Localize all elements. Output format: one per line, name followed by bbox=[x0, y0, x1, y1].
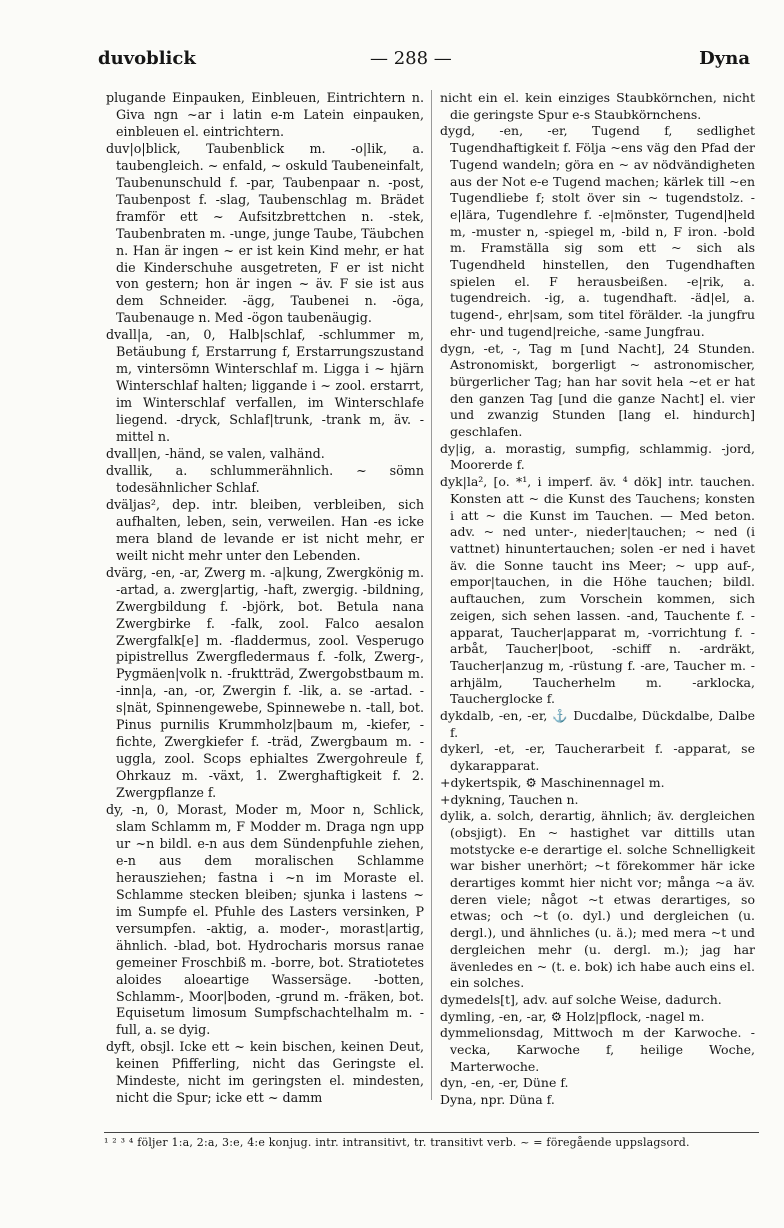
header-right-guideword: Dyna bbox=[699, 48, 750, 69]
footnote-legend: ¹ ² ³ ⁴ följer 1:a, 2:a, 3:e, 4:e konjug. intr. intransitivt, tr. transitivt verb. ~ = föregående uppslagsord. bbox=[104, 1132, 759, 1149]
dictionary-entry: dykerl, -et, -er, Taucherarbeit f. -apparat, se dykarapparat. bbox=[440, 741, 755, 774]
dictionary-entry: Dyna, npr. Düna f. bbox=[440, 1092, 555, 1108]
dictionary-entry: dyn, -en, -er, Düne f. bbox=[440, 1075, 569, 1091]
dictionary-entry: dygd, -en, -er, Tugend f, sedlighet Tugendhaftigkeit f. Följa ~ens väg den Pfad der Tugend wandeln; göra en ~ av nödvändigheten aus der Not e-e Tugend machen; kärlek till ~en Tugendliebe f; stolt över sin ~ tugendstolz. -e|lära, Tugendlehre f. -e|mönster, Tugend|held m, -muster n, -spiegel m, -bild n, F iron. -bold m. Framställa sig som ett ~ sich als Tugendheld hinstellen, den Tugendhaften spielen el. F herausbeißen. -e|rik, a. tugendreich. -ig, a. tugendhaft. -äd|el, a. tugend-, ehr|sam, som titel förälder. -la jungfru ehr- und tugend|reiche, -same Jungfrau. bbox=[440, 123, 755, 339]
dictionary-entry: dyk|la², [o. *¹, i imperf. äv. ⁴ dök] intr. tauchen. Konsten att ~ die Kunst des Tauchens; konsten i att ~ die Kunst im Tauchen. — Med beton. adv. ~ ned unter-, nieder|tauchen; ~ ned (i vattnet) hinuntertauchen; solen -er ned i havet äv. die Sonne taucht ins Meer; ~ upp auf-, empor|tauchen, in die Höhe tauchen; bildl. auftauchen, zum Vorschein kommen, sich zeigen, sich sehen lassen. -and, Tauchente f. -apparat, Taucher|apparat m, -vorrichtung f. -arbåt, Taucher|boot, -schiff n. -ardräkt, Taucher|anzug m, -rüstung f. -are, Taucher m. -arhjälm, Taucherhelm m. -arklocka, Taucherglocke f. bbox=[440, 474, 755, 707]
dictionary-entry: dy, -n, 0, Morast, Moder m, Moor n, Schlick, slam Schlamm m, F Modder m. Draga ngn upp ur ~n bildl. e-n aus dem Sündenpfuhle ziehen, e-n aus dem moralischen Schlamme herausziehen; fastna i ~n im Moraste el. Schlamme stecken bleiben; sjunka i lastens ~ im Sumpfe el. Pfuhle des Lasters versinken, P versumpfen. -aktig, a. moder-, morast|artig, ähnlich. -blad, bot. Hydrocharis morsus ranae gemeiner Froschbiß m. -borre, bot. Stratiotetes aloides aloeartige Wassersäge. -botten, Schlamm-, Moor|boden, -grund m. -fräken, bot. Equisetum limosum Sumpfschachtelhalm m. -full, a. se dyig. bbox=[106, 802, 424, 1038]
right-column bbox=[440, 90, 755, 1109]
dictionary-entry: dykdalb, -en, -er, ⚓ Ducdalbe, Dückdalbe, Dalbe f. bbox=[440, 708, 755, 740]
dictionary-entry: dyft, obsjl. Icke ett ~ kein bischen, keinen Deut, keinen Pfifferling, nicht das Geringste el. Mindeste, nicht im geringsten el. mindesten, nicht die Spur; icke ett ~ damm bbox=[106, 1039, 424, 1106]
dictionary-entry: dygn, -et, -, Tag m [und Nacht], 24 Stunden. Astronomiskt, borgerligt ~ astronomischer, bürgerlicher Tag; han har sovit hela ~et er hat den ganzen Tag [und die ganze Nacht] el. vier und zwanzig Stunden [lang el. hindurch] geschlafen. bbox=[440, 340, 755, 440]
dictionary-entry: +dykertspik, ⚙ Maschinennagel m. bbox=[440, 774, 665, 790]
dictionary-entry: dvall|a, -an, 0, Halb|schlaf, -schlummer m, Betäubung f, Erstarrung f, Erstarrungszustand m, vintersömn Winterschlaf m. Ligga i ~ hjärn Winterschlaf halten; liggande i ~ zool. erstarrt, im Winterschlaf verfallen, im Winterschlafe liegend. -dryck, Schlaf|trunk, -trank m, äv. -mittel n. bbox=[106, 327, 424, 445]
header-left-guideword: duvoblick bbox=[98, 48, 196, 69]
left-column bbox=[106, 90, 424, 1107]
dictionary-entry: dy|ig, a. morastig, sumpfig, schlammig. -jord, Moorerde f. bbox=[440, 440, 755, 473]
dictionary-entry: dylik, a. solch, derartig, ähnlich; äv. dergleichen (obsjigt). En ~ hastighet var dittills utan motstycke e-e derartige el. solche Schnelligkeit war bisher unerhört; ~t förekommer här icke derartiges kommt hier nicht vor; många ~a äv. deren viele; något ~t etwas derartiges, so etwas; och ~t (o. dyl.) und dergleichen (u. dergl.), und ähnliches (u. ä.); med mera ~t und dergleichen mehr (u. dergl. m.); jag har ävenledes en ~ (t. e. bok) ich habe auch eins el. ein solches. bbox=[440, 808, 755, 991]
dictionary-entry: dymling, -en, -ar, ⚙ Holz|pflock, -nagel m. bbox=[440, 1008, 705, 1024]
dictionary-entry: dvall|en, -händ, se valen, valhänd. bbox=[106, 446, 325, 462]
page-header bbox=[98, 48, 750, 78]
dictionary-entry: +dykning, Tauchen n. bbox=[440, 791, 579, 807]
column-divider bbox=[431, 90, 432, 1100]
dictionary-entry: dvärg, -en, -ar, Zwerg m. -a|kung, Zwergkönig m. -artad, a. zwerg|artig, -haft, zwergig. -bildning, Zwergbildung f. -björk, bot. Betula nana Zwergbirke f. -falk, zool. Falco aesalon Zwergfalk[e] m. -fladdermus, zool. Vesperugo pipistrellus Zwergfledermaus f. -folk, Zwerg-, Pygmäen|volk n. -fruktträd, Zwergobstbaum m. -inn|a, -an, -or, Zwergin f. -lik, a. se -artad. -s|nät, Spinnengewebe, Spinnewebe n. -tall, bot. Pinus purnilis Krummholz|baum m, -kiefer, -fichte, Zwergkiefer f. -träd, Zwergbaum m. -uggla, zool. Scops ephialtes Zwergohreule f, Ohrkauz m. -växt, 1. Zwerghaftigkeit f. 2. Zwergpflanze f. bbox=[106, 564, 424, 801]
dictionary-entry: nicht ein el. kein einziges Staubkörnchen, nicht die geringste Spur e-s Staubkörnchens. bbox=[440, 90, 755, 122]
dictionary-entry: duv|o|blick, Taubenblick m. -o|lik, a. taubengleich. ~ enfald, ~ oskuld Taubeneinfalt, Taubenunschuld f. -par, Taubenpaar n. -post, Taubenpost f. -slag, Taubenschlag m. Brädet framför ett ~ Aufsitzbrettchen n. -stek, Taubenbraten m. -unge, junge Taube, Täubchen n. Han är ingen ~ er ist kein Kind mehr, er hat die Kinderschuhe ausgetreten, F er ist nicht von gestern; hon är ingen ~ äv. F sie ist aus dem Schneider. -ägg, Taubenei n. -öga, Taubenauge n. Med -ögon taubenäugig. bbox=[106, 140, 424, 326]
dictionary-entry: dymmelionsdag, Mittwoch m der Karwoche. -vecka, Karwoche f, heilige Woche, Marterwoche. bbox=[440, 1025, 755, 1074]
dictionary-entry: dväljas², dep. intr. bleiben, verbleiben, sich aufhalten, leben, sein, verweilen. Han -es icke mera bland de levande er ist nicht mehr, er weilt nicht mehr unter den Lebenden. bbox=[106, 496, 424, 563]
dictionary-entry: dvallik, a. schlummerähnlich. ~ sömn todesähnlicher Schlaf. bbox=[106, 462, 424, 495]
dictionary-entry: dymedels[t], adv. auf solche Weise, dadurch. bbox=[440, 991, 722, 1007]
page-number: — 288 — bbox=[370, 48, 452, 69]
dictionary-entry: plugande Einpauken, Einbleuen, Eintrichtern n. Giva ngn ~ar i latin e-m Latein einpauken, einbleuen el. eintrichtern. bbox=[106, 90, 424, 139]
